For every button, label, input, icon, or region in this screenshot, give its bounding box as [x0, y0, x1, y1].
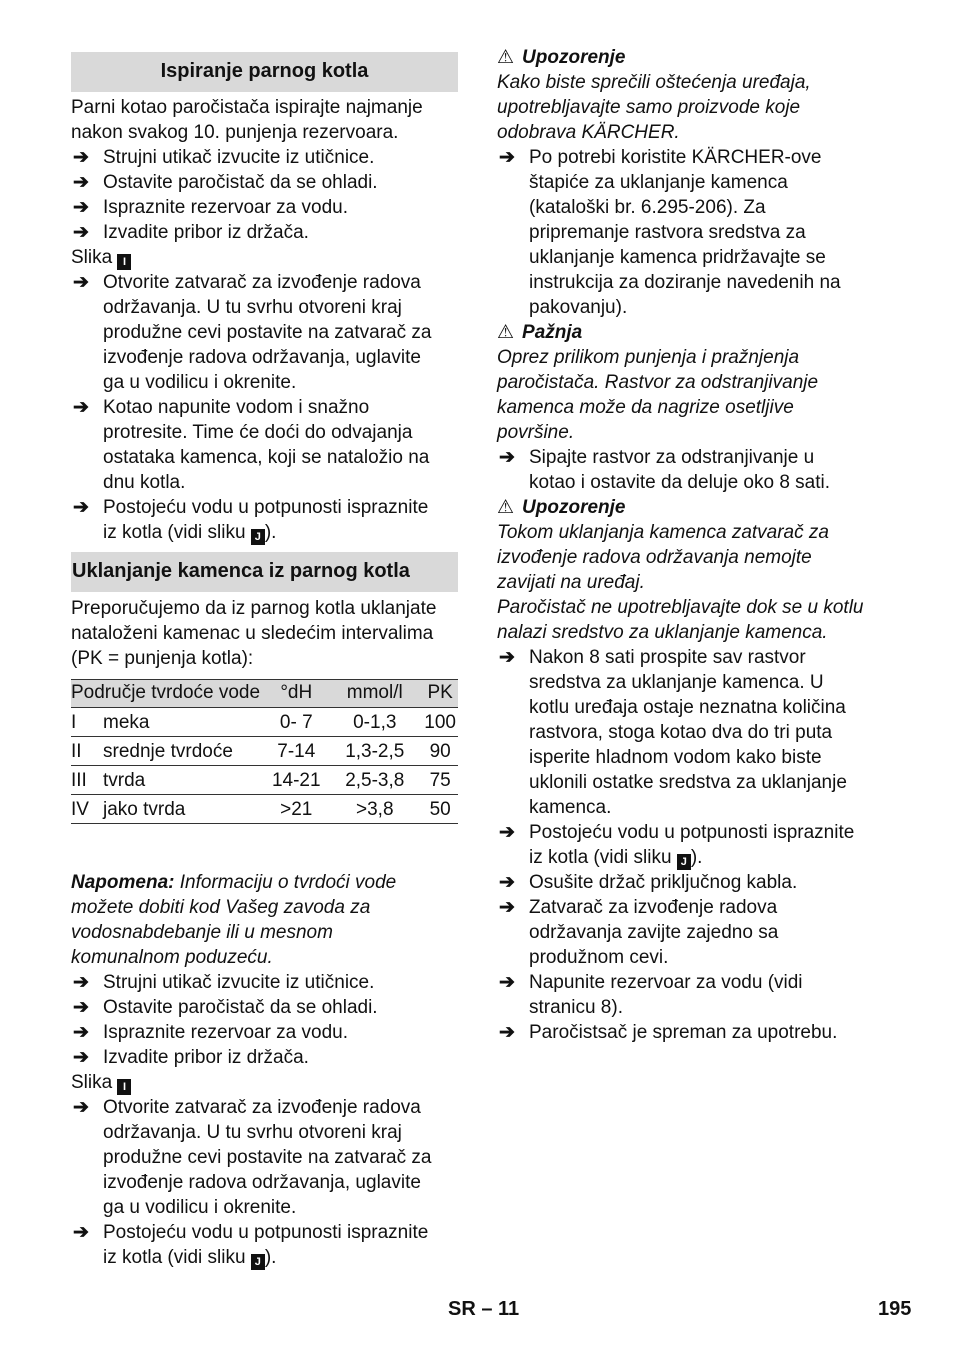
list-item: ➔ Po potrebi koristite KÄRCHER-ove štapiće za uklanjanje kamenca (kataloški br. 6.295-206). Za pripremanje rastvora sredstva za uklanjanje kamenca pridržavajte se instrukcija za doziranje navedenih na pakovanju). [499, 147, 841, 318]
warning-heading: ⚠ Upozorenje [497, 497, 626, 518]
arrow-icon: ➔ [73, 147, 89, 168]
arrow-icon: ➔ [499, 822, 515, 843]
caution-heading: ⚠ Pažnja [497, 322, 583, 343]
footer-section-label: SR – 11 [448, 1298, 520, 1320]
list-item: ➔ Ispraznite rezervoar za vodu. [73, 1022, 349, 1043]
list-item: ➔ Otvorite zatvarač za izvođenje radova održavanja. U tu svrhu otvoreni kraj produžne cevi postavite na zatvarač za izvođenje radova održavanja, uglavite ga u vodilicu i okrenite. [73, 272, 432, 393]
figure-i-icon: I [117, 254, 131, 270]
arrow-icon: ➔ [499, 897, 515, 918]
arrow-icon: ➔ [499, 872, 515, 893]
warning-triangle-icon: ⚠ [497, 497, 515, 518]
table-header-row [71, 680, 458, 708]
note: Napomena: Informaciju o tvrdoći vode [71, 872, 397, 893]
list-item: ➔ Osušite držač priključnog kabla. [499, 872, 798, 893]
list-item: ➔ Zatvarač za izvođenje radova održavanja zavijte zajedno sa produžnom cevi. [499, 897, 779, 968]
list-item: ➔ Izvadite pribor iz držača. [73, 222, 309, 243]
list-item: ➔ Postojeću vodu u potpunosti ispraznite iz kotla (vidi sliku J ). [499, 822, 855, 868]
list-item: ➔ Strujni utikač izvucite iz utičnice. [73, 147, 375, 168]
flushing-section [71, 95, 458, 545]
column-header: PK [422, 680, 458, 708]
list-item: ➔ Izvadite pribor iz držača. [73, 1047, 309, 1068]
arrow-icon: ➔ [73, 397, 89, 418]
warning-heading: ⚠ Upozorenje [497, 47, 626, 68]
list-item: ➔ Ostavite paročistač da se ohladi. [73, 172, 378, 193]
warning-triangle-icon: ⚠ [497, 322, 515, 343]
list-item: ➔ Postojeću vodu u potpunosti ispraznite iz kotla (vidi sliku J ). [73, 497, 429, 543]
table-row: I meka 0- 7 0-1,3 100 [71, 708, 458, 737]
list-item: ➔ Postojeću vodu u potpunosti ispraznite iz kotla (vidi sliku J ). [73, 1222, 429, 1268]
list-item: ➔ Nakon 8 sati prospite sav rastvor sredstva za uklanjanje kamenca. U kotlu uređaja ostaje neznatna količina rastvora, stoga kotao dva do tri puta isperite hladnom vodom kako biste uklonili ostatke sredstva za uklanjanje kamenca. [499, 647, 847, 818]
section-heading-flushing: Ispiranje parnog kotla [71, 52, 458, 92]
table-row: II srednje tvrdoće 7-14 1,3-2,5 90 [71, 737, 458, 766]
arrow-icon: ➔ [499, 447, 515, 468]
arrow-icon: ➔ [499, 147, 515, 168]
column-header: Područje tvrdoće vode [71, 680, 265, 708]
column-header: °dH [265, 680, 327, 708]
arrow-icon: ➔ [73, 997, 89, 1018]
list-item: ➔ Strujni utikač izvucite iz utičnice. [73, 972, 375, 993]
list-item: ➔ Sipajte rastvor za odstranjivanje u kotao i ostavite da deluje oko 8 sati. [499, 447, 831, 493]
arrow-icon: ➔ [73, 272, 89, 293]
list-item: ➔ Napunite rezervoar za vodu (vidi stranicu 8). [499, 972, 803, 1018]
section-heading-descaling: Uklanjanje kamenca iz parnog kotla [71, 552, 458, 592]
table-row: III tvrda 14-21 2,5-3,8 75 [71, 766, 458, 795]
water-hardness-table [71, 679, 458, 824]
list-item: ➔ Kotao napunite vodom i snažno protresite. Time će doći do odvajanja ostataka kamenca, koji se nataložio na dnu kotla. [73, 397, 430, 493]
arrow-icon: ➔ [73, 1022, 89, 1043]
figure-ref: Slika I [71, 1070, 458, 1095]
arrow-icon: ➔ [73, 1097, 89, 1118]
table-row: IV jako tvrda >21 >3,8 50 [71, 795, 458, 824]
arrow-icon: ➔ [499, 647, 515, 668]
page-number: 195 [878, 1298, 912, 1320]
column-header: mmol/l [327, 680, 422, 708]
note-and-steps: Napomena: Informaciju o tvrdoći vode možete dobiti kod Vašeg zavoda za vodosnabdebanje ili u mesnom komunalnom poduzeću. ➔ Strujni utikač izvucite iz utičnice. ➔ Ostavite paročistač da se ohladi. ➔ Ispraznite rezervoar za vodu. ➔ Izvadite pribor iz držača. Slika I ➔ Otvorite zatvarač za izvođenje radova održavanja. U tu svrhu otvoreni kraj produžne cevi postavite na zatvarač za izvođenje radova održavanja, uglavite ga u vodilicu i okrenite. ➔ Postojeću vodu u potpunosti ispraznite iz kotla (vidi sliku J ). [71, 870, 458, 1270]
arrow-icon: ➔ [73, 1047, 89, 1068]
arrow-icon: ➔ [73, 1222, 89, 1243]
descaling-intro: Preporučujemo da iz parnog kotla uklanjate nataloženi kamenac u sledećim intervalima (PK = punjenja kotla): [71, 598, 437, 669]
arrow-icon: ➔ [499, 972, 515, 993]
arrow-icon: ➔ [73, 972, 89, 993]
arrow-icon: ➔ [499, 1022, 515, 1043]
arrow-icon: ➔ [73, 497, 89, 518]
arrow-icon: ➔ [73, 222, 89, 243]
warning-triangle-icon: ⚠ [497, 47, 515, 68]
arrow-icon: ➔ [73, 172, 89, 193]
list-item: ➔ Ispraznite rezervoar za vodu. [73, 197, 349, 218]
list-item: ➔ Paročistsač je spreman za upotrebu. [499, 1022, 838, 1043]
figure-ref: Slika I [71, 245, 458, 270]
list-item: ➔ Otvorite zatvarač za izvođenje radova održavanja. U tu svrhu otvoreni kraj produžne cevi postavite na zatvarač za izvođenje radova održavanja, uglavite ga u vodilicu i okrenite. [73, 1097, 432, 1218]
list-item: ➔ Ostavite paročistač da se ohladi. [73, 997, 378, 1018]
figure-j-icon: J [677, 854, 691, 870]
figure-i-icon: I [117, 1079, 131, 1095]
figure-j-icon: J [251, 1254, 265, 1270]
intro-line: Parni kotao paročistača ispirajte najmanje [71, 97, 423, 118]
arrow-icon: ➔ [73, 197, 89, 218]
figure-j-icon: J [251, 529, 265, 545]
intro-line: nakon svakog 10. punjenja rezervoara. [71, 122, 399, 143]
right-content: ⚠ Upozorenje Kako biste sprečili oštećenja uređaja, upotrebljavajte samo proizvode koje odobrava KÄRCHER. ➔ Po potrebi koristite KÄRCHER-ove štapiće za uklanjanje kamenca (kataloški br. 6.295-206). Za pripremanje rastvora sredstva za uklanjanje kamenca pridržavajte se instrukcija za doziranje navedenih na pakovanju). ⚠ Pažnja Oprez prilikom punjenja i pražnjenja paročistača. Rastvor za odstranjivanje kamenca može da nagrize osetljive površine. ➔ Sipajte rastvor za odstranjivanje u kotao i ostavite da deluje oko 8 sati. ⚠ Upozorenje Tokom uklanjanja kamenca zatvarač za izvođenje radova održavanja nemojte zavijati na uređaj. Paročistač ne upotrebljavajte dok se u kotlu nalazi sredstvo za uklanjanje kamenca. ➔ Nakon 8 sati prospite sav rastvor sredstva za uklanjanje kamenca. U kotlu uređaja ostaje neznatna količina rastvora, stoga kotao dva do tri puta isperite hladnom vodom kako biste uklonili ostatke sredstva za uklanjanje kamenca. ➔ Postojeću vodu u potpunosti ispraznite iz kotla (vidi sliku J ). ➔ Osušite držač priključnog kabla. ➔ Zatvarač za izvođenje radova održavanja zavijte zajedno sa produžnom cevi. ➔ Napunite rezervoar za vodu (vidi stranicu 8). ➔ Paročistsač je spreman za upotrebu. [497, 45, 897, 1045]
